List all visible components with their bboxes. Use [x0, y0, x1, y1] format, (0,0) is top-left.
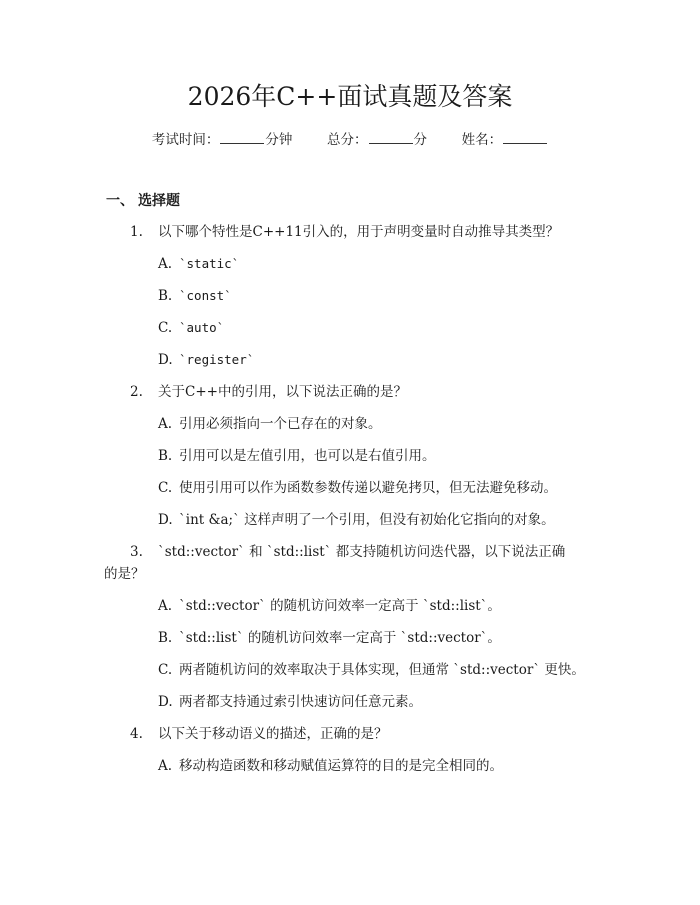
- option-text: 两者都支持通过索引快速访问任意元素。: [179, 694, 422, 710]
- total-score-label: 总分：: [327, 132, 368, 148]
- option-text: 引用必须指向一个已存在的对象。: [179, 416, 382, 432]
- option-letter: B.: [158, 448, 173, 464]
- option-text: `std::list` 的随机访问效率一定高于 `std::vector`。: [179, 630, 501, 646]
- question-number: 2.: [130, 384, 143, 400]
- section-number: 一、: [106, 193, 134, 209]
- option-text: 引用可以是左值引用，也可以是右值引用。: [179, 448, 436, 464]
- option-text: `static`: [179, 256, 240, 271]
- total-score-blank: [369, 130, 413, 144]
- q3-option-d: [158, 692, 422, 712]
- document-title: 2026年C++面试真题及答案: [187, 82, 513, 111]
- option-letter: D.: [158, 694, 173, 710]
- q1-option-a: [158, 254, 239, 274]
- option-letter: B.: [158, 288, 173, 304]
- question-text: 以下关于移动语义的描述，正确的是？: [158, 726, 388, 742]
- option-text: 两者随机访问的效率取决于具体实现，但通常 `std::vector` 更快。: [179, 662, 585, 678]
- name-blank: [503, 130, 547, 144]
- section-title: 选择题: [138, 193, 180, 209]
- option-text: `int &a;` 这样声明了一个引用，但没有初始化它指向的对象。: [179, 512, 555, 528]
- q1-option-c: [158, 318, 224, 338]
- option-letter: C.: [158, 480, 173, 496]
- option-letter: B.: [158, 630, 173, 646]
- option-text: `std::vector` 的随机访问效率一定高于 `std::list`。: [179, 598, 501, 614]
- option-letter: C.: [158, 662, 173, 678]
- option-letter: D.: [158, 512, 173, 528]
- exam-time-label: 考试时间：: [151, 132, 220, 148]
- q2-option-c: [158, 478, 557, 498]
- option-text: `const`: [179, 288, 232, 303]
- option-letter: C.: [158, 320, 173, 336]
- section-heading: [106, 191, 180, 211]
- question-4: [130, 724, 388, 744]
- option-letter: D.: [158, 352, 173, 368]
- question-number: 3.: [130, 544, 143, 560]
- total-score-unit: 分: [413, 132, 427, 148]
- question-text: 以下哪个特性是C++11引入的，用于声明变量时自动推导其类型？: [158, 224, 560, 240]
- option-text: 使用引用可以作为函数参数传递以避免拷贝，但无法避免移动。: [179, 480, 557, 496]
- q1-option-b: [158, 286, 232, 306]
- q1-option-d: [158, 350, 254, 370]
- q3-option-c: [158, 660, 585, 680]
- question-number: 1.: [130, 224, 143, 240]
- question-1: [130, 222, 559, 242]
- q2-option-d: [158, 510, 555, 530]
- question-number: 4.: [130, 726, 143, 742]
- q3-option-b: [158, 628, 501, 648]
- option-letter: A.: [158, 416, 173, 432]
- exam-time-blank: [220, 130, 264, 144]
- question-text-line1: `std::vector` 和 `std::list` 都支持随机访问迭代器，以下说法正确: [158, 544, 566, 560]
- question-3-continuation: 的是？: [104, 566, 145, 582]
- exam-time-unit: 分钟: [265, 132, 293, 148]
- option-text: `register`: [179, 352, 255, 367]
- option-text: `auto`: [179, 320, 225, 335]
- question-3: [130, 542, 565, 562]
- option-letter: A.: [158, 256, 173, 272]
- question-2: [130, 382, 407, 402]
- q4-option-a: [158, 756, 503, 776]
- question-text: 关于C++中的引用，以下说法正确的是？: [158, 384, 407, 400]
- q3-option-a: [158, 596, 501, 616]
- option-letter: A.: [158, 758, 173, 774]
- option-letter: A.: [158, 598, 173, 614]
- q2-option-b: [158, 446, 436, 466]
- option-text: 移动构造函数和移动赋值运算符的目的是完全相同的。: [179, 758, 503, 774]
- name-label: 姓名：: [461, 132, 503, 148]
- q2-option-a: [158, 414, 382, 434]
- exam-meta: [0, 130, 700, 150]
